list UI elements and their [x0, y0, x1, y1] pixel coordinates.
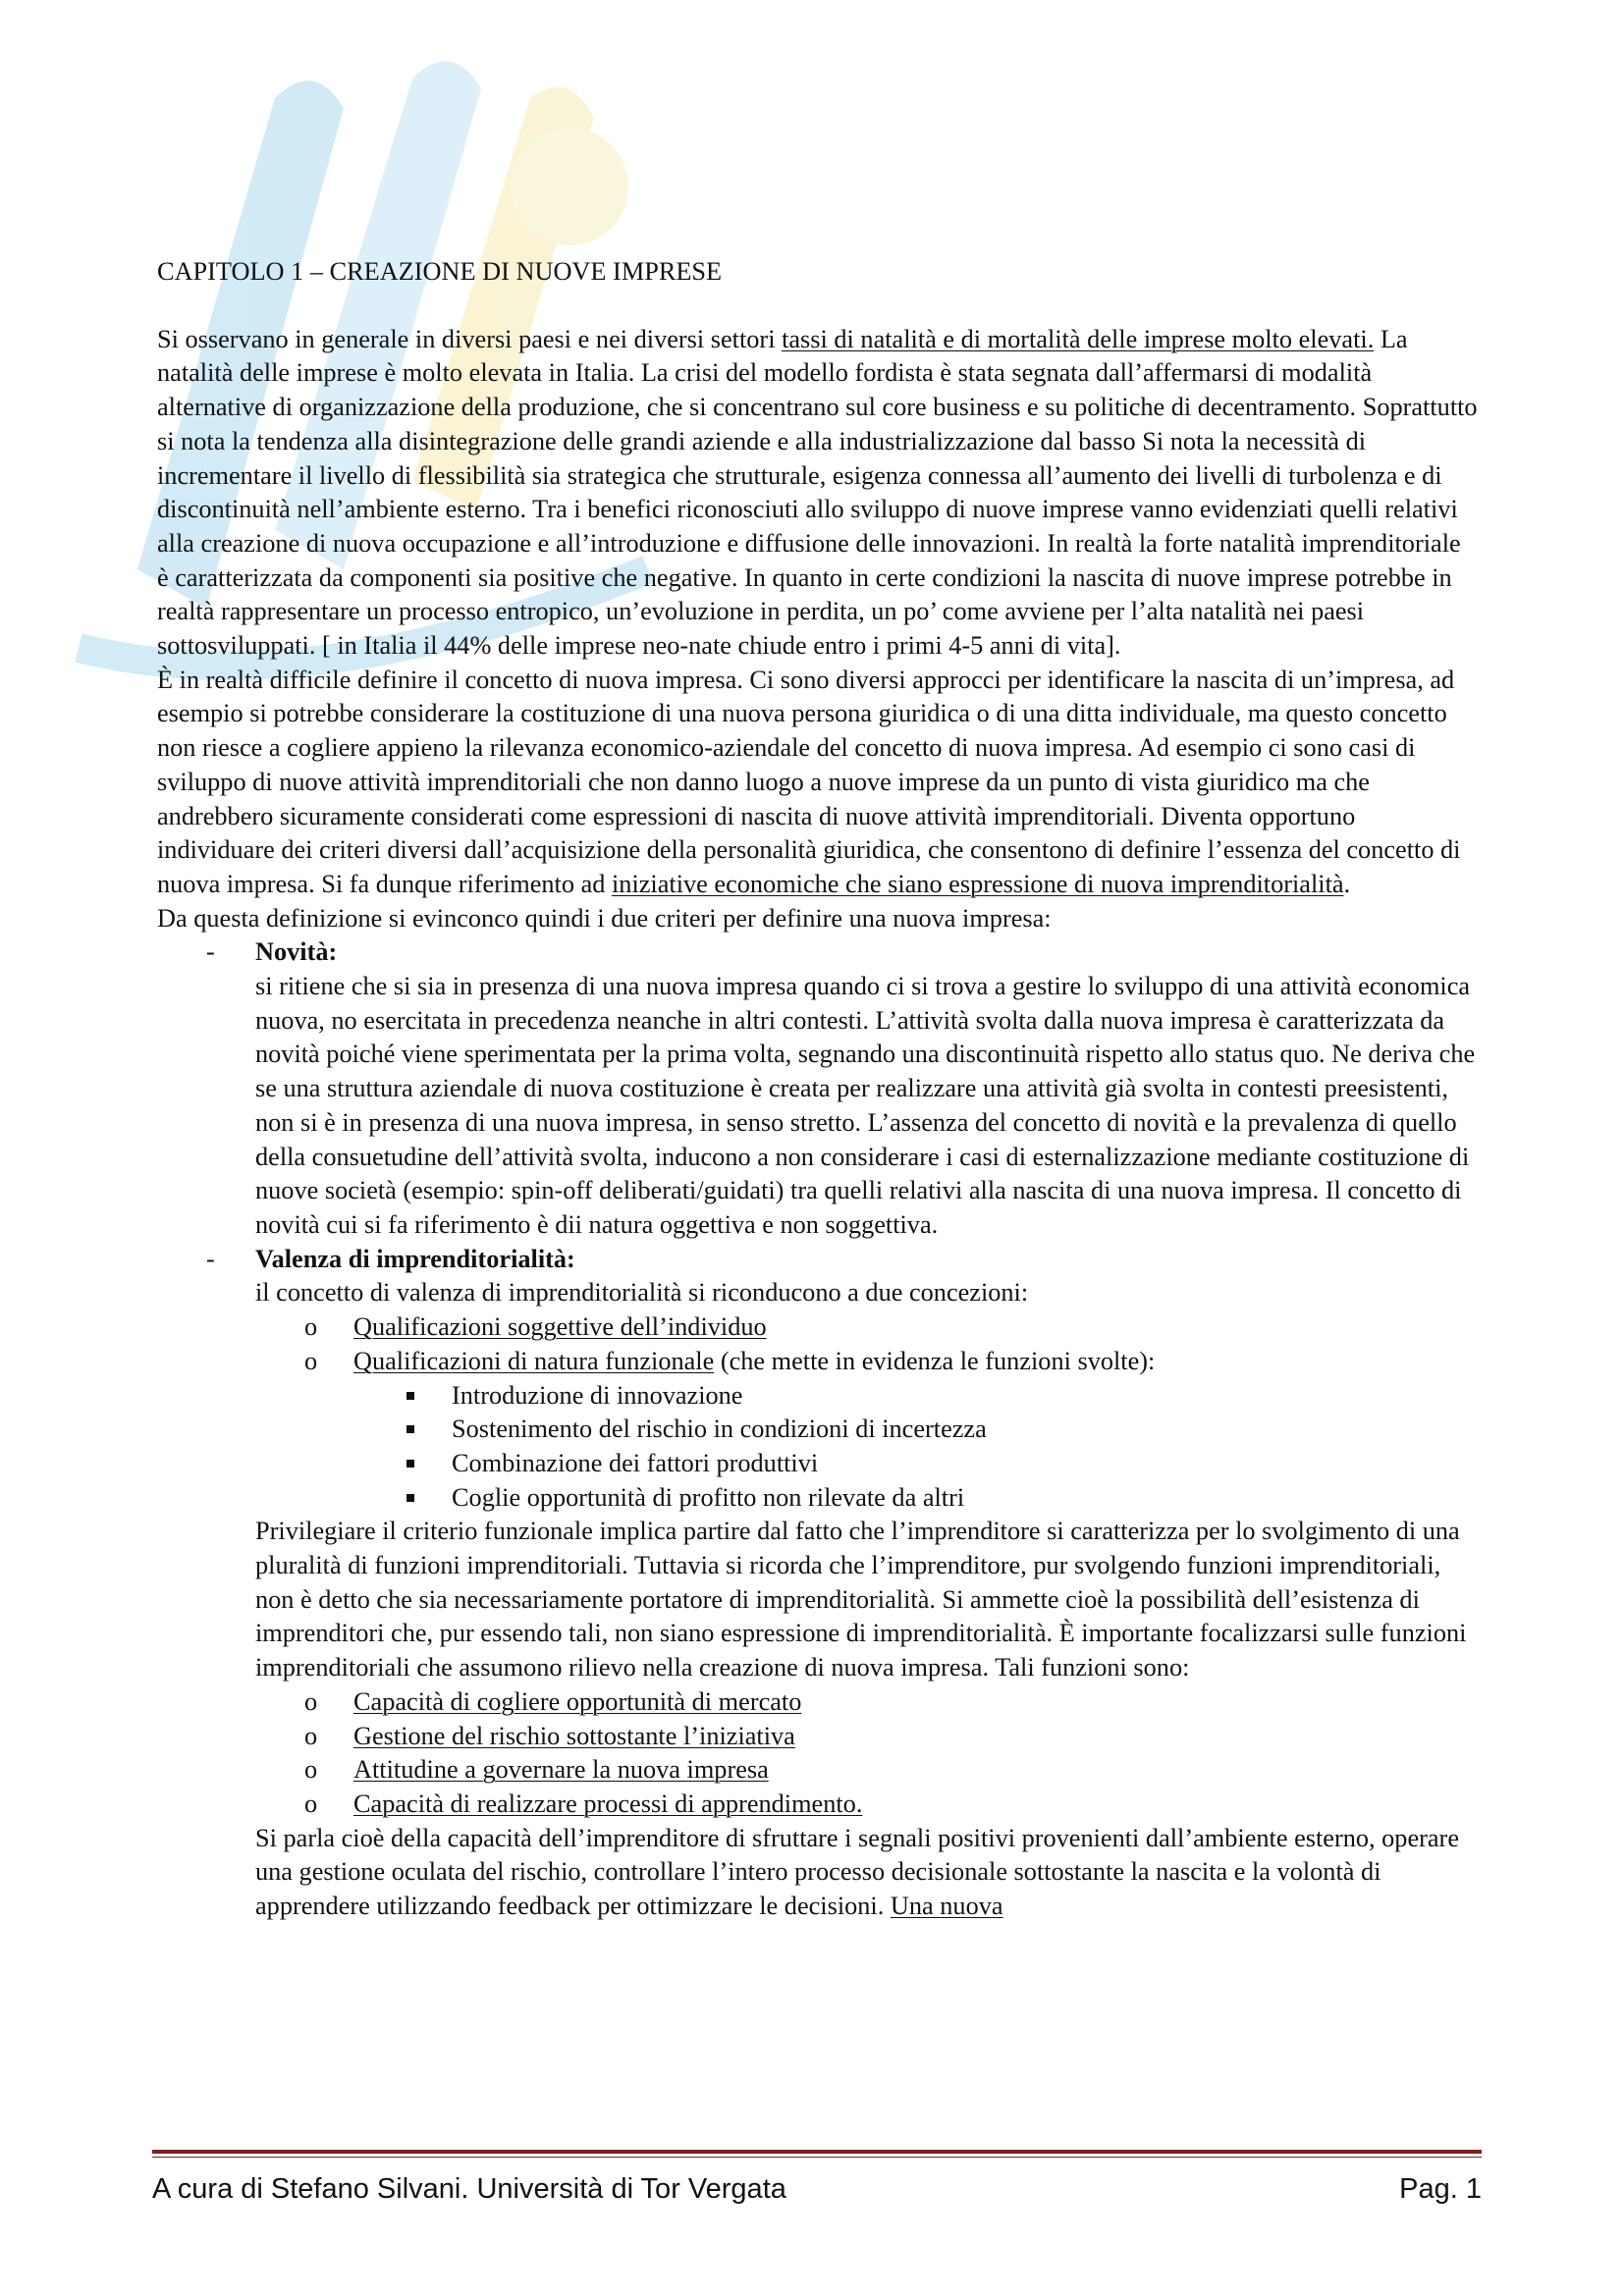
function-text: Combinazione dei fattori produttivi [452, 1448, 819, 1477]
circle-bullet: o [304, 1346, 318, 1375]
paragraph-definition [157, 664, 1478, 902]
circle-bullet: o [304, 1755, 318, 1785]
list-item [255, 1413, 1478, 1447]
list-item [255, 1310, 1478, 1345]
concezione-funzionale: Qualificazioni di natura funzionale [353, 1346, 715, 1375]
funzioni-list [157, 1379, 1478, 1516]
list-item [255, 1753, 1478, 1788]
capacita-list [157, 1685, 1478, 1822]
footer-rule-thin [152, 2157, 1482, 2158]
document-body [157, 255, 1478, 1924]
list-item [255, 1447, 1478, 1481]
capacita-text: Si parla cioè della capacità dell’imprenditore di sfruttare i segnali positivi provenienti dall’ambiente esterno, operare una gestione oculata del rischio, controllare l’intero processo decisionale sottostante la nascita e la volontà di apprendere utilizzando feedback per ottimizzare le decisioni. [255, 1823, 1459, 1921]
capacity-text: Attitudine a governare la nuova impresa [353, 1755, 769, 1785]
footer-row [152, 2173, 1482, 2206]
list-item [255, 1345, 1478, 1379]
intro-lead: Si osservano in generale in diversi paesi e nei diversi settori [157, 324, 783, 353]
valenza-intro: il concetto di valenza di imprenditorialità si riconducono a due concezioni: [255, 1278, 1029, 1308]
square-bullet [406, 1494, 414, 1502]
paragraph-intro [157, 323, 1478, 664]
capacita-underlined: Una nuova [890, 1892, 1003, 1921]
function-text: Sostenimento del rischio in condizioni di incertezza [452, 1415, 987, 1444]
square-bullet [406, 1425, 414, 1433]
list-item [255, 1379, 1478, 1414]
concezioni-list [157, 1310, 1478, 1378]
definition-end: . [1343, 869, 1351, 898]
function-text: Introduzione di innovazione [452, 1380, 743, 1410]
definition-underlined: iniziative economiche che siano espressione di nuova imprenditorialità [611, 869, 1344, 898]
circle-bullet: o [304, 1721, 318, 1750]
capacity-text: Gestione del rischio sottostante l’iniziativa [353, 1721, 795, 1750]
capacity-text: Capacità di cogliere opportunità di mercato [353, 1686, 802, 1716]
paragraph-criteria-intro: Da questa definizione si evinconco quindi i due criteri per definire una nuova impresa: [157, 903, 1052, 933]
concezione-funzionale-note: (che mette in evidenza le funzioni svolte): [714, 1346, 1156, 1375]
circle-bullet: o [304, 1686, 318, 1716]
valenza-label: Valenza di imprenditorialità: [255, 1244, 575, 1273]
list-item [255, 1720, 1478, 1754]
dash-bullet: - [206, 1244, 215, 1273]
list-item-valenza [157, 1243, 1478, 1310]
page-number: Pag. 1 [1399, 2173, 1482, 2205]
intro-text: La natalità delle imprese è molto elevata in Italia. La crisi del modello fordista è stata segnata dall’affermarsi di modalità alternative di organizzazione della produzione, che si concentrano sul core business e su politiche di decentramento. Soprattutto si nota la tendenza alla disintegrazione delle grandi aziende e alla industrializzazione dal basso Si nota la necessità di incrementare il livello di flessibilità sia strategica che strutturale, esigenza connessa all’aumento dei livelli di turbolenza e di discontinuità nell’ambiente esterno. Tra i benefici riconosciuti allo sviluppo di nuove imprese vanno evidenziati quelli relativi alla creazione di nuova occupazione e all’introduzione e diffusione delle innovazioni. In realtà la forte natalità imprenditoriale è caratterizzata da componenti sia positive che negative. In quanto in certe condizioni la nascita di nuove imprese potrebbe in realtà rappresentare un processo entropico, un’evoluzione in perdita, un po’ come avviene per l’alta natalità nei paesi sottosviluppati. [ in Italia il 44% delle imprese neo-nate chiude entro i primi 4-5 anni di vita]. [157, 324, 1478, 661]
list-item [255, 1788, 1478, 1822]
square-bullet [406, 1460, 414, 1468]
square-bullet [406, 1392, 414, 1400]
criteria-list [157, 935, 1478, 1310]
circle-bullet: o [304, 1789, 318, 1818]
capacity-text: Capacità di realizzare processi di apprendimento. [353, 1789, 863, 1818]
novita-text: si ritiene che si sia in presenza di una nuova impresa quando ci si trova a gestire lo sviluppo di una attività economica nuova, no esercitata in precedenza neanche in altri contesti. L’attività svolta dalla nuova impresa è caratterizzata da novità poiché viene sperimentata per la prima volta, segnando una discontinuità rispetto allo status quo. Ne deriva che se una struttura aziendale di nuova costituzione è creata per realizzare una attività già svolta in contesti preesistenti, non si è in presenza di una nuova impresa, in senso stretto. L’assenza del concetto di novità e la prevalenza di quello della consuetudine dell’attività svolta, inducono a non considerare i casi di esternalizzazione mediante costituzione di nuove società (esempio: spin-off deliberati/guidati) tra quelli relativi alla nascita di una nuova impresa. Il concetto di novità cui si fa riferimento è dii natura oggettiva e non soggettiva. [255, 972, 1476, 1239]
paragraph-criterio-funzionale: Privilegiare il criterio funzionale implica partire dal fatto che l’imprenditore si caratterizza per lo svolgimento di una pluralità di funzioni imprenditoriali. Tuttavia si ricorda che l’imprenditore, pur svolgendo funzioni imprenditoriali, non è detto che sia necessariamente portatore di imprenditorialità. Si ammette cioè la possibilità dell’esistenza di imprenditori che, pur essendo tali, non siano espressione di imprenditorialità. È importante focalizzarsi sulle funzioni imprenditoriali che assumono rilievo nella creazione di nuova impresa. Tali funzioni sono: [255, 1517, 1467, 1682]
page-footer [152, 2150, 1482, 2206]
list-item [255, 1481, 1478, 1516]
novita-label: Novità: [255, 937, 338, 967]
chapter-title: CAPITOLO 1 – CREAZIONE DI NUOVE IMPRESE [157, 257, 723, 286]
paragraph-capacita [157, 1822, 1478, 1924]
list-item-novita [157, 935, 1478, 1242]
function-text: Coglie opportunità di profitto non rilevate da altri [452, 1482, 965, 1512]
circle-bullet: o [304, 1312, 318, 1342]
intro-underlined: tassi di natalità e di mortalità delle imprese molto elevati. [782, 324, 1375, 353]
concezione-soggettiva: Qualificazioni soggettive dell’individuo [353, 1312, 767, 1342]
footer-author: A cura di Stefano Silvani. Università di Tor Vergata [152, 2173, 786, 2205]
list-item [255, 1685, 1478, 1720]
definition-text: È in realtà difficile definire il concetto di nuova impresa. Ci sono diversi approcci per identificare la nascita di un’impresa, ad esempio si potrebbe considerare la costituzione di una nuova persona giuridica o di una ditta individuale, ma questo concetto non riesce a cogliere appieno la rilevanza economico-aziendale del concetto di nuova impresa. Ad esempio ci sono casi di sviluppo di nuove attività imprenditoriali che non danno luogo a nuove imprese da un punto di vista giuridico ma che andrebbero sicuramente considerati come espressioni di nascita di nuove attività imprenditoriali. Diventa opportuno individuare dei criteri diversi dall’acquisizione della personalità giuridica, che consentono di definire l’essenza del concetto di nuova impresa. Si fa dunque riferimento ad [157, 665, 1461, 898]
dash-bullet: - [206, 937, 215, 967]
footer-rule [152, 2150, 1482, 2154]
